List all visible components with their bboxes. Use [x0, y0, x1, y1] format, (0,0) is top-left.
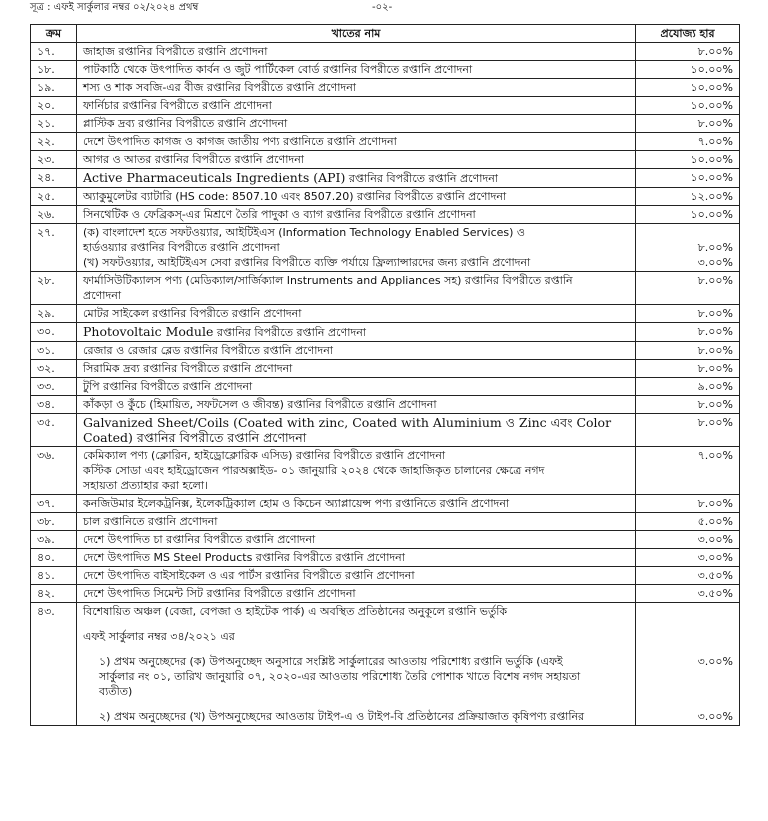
row-sector-name: কাঁকড়া ও কুঁচে (হিমায়িত, সফটসেল ও জীবন্ত) রপ্তানির বিপরীতে রপ্তানি প্রণোদনা	[77, 396, 636, 414]
row-serial: ২৩.	[31, 151, 77, 169]
table-row	[31, 531, 740, 549]
table-row	[31, 97, 740, 115]
row-serial: ৩৬.	[31, 447, 77, 495]
sector-name-bangla: রপ্তানির বিপরীতে রপ্তানি প্রণোদনা	[345, 172, 498, 185]
row-serial: ২৮.	[31, 272, 77, 305]
header-sector-name: খাতের নাম	[77, 25, 636, 43]
sector-line: সহায়তা প্রত্যাহার করা হলো।	[83, 479, 208, 492]
table-row	[31, 206, 740, 224]
table-row	[31, 43, 740, 61]
rate-1: ৩.০০%	[697, 655, 733, 668]
row-serial: ৪০.	[31, 549, 77, 567]
row-rate: ৮.০০%	[636, 305, 740, 323]
table-row	[31, 115, 740, 133]
row-serial: ৩৩.	[31, 378, 77, 396]
row-sector-name: দেশে উৎপাদিত সিমেন্ট সিট রপ্তানির বিপরীতে রপ্তানি প্রণোদনা	[77, 585, 636, 603]
sector-line: বিশেষায়িত অঞ্চল (বেজা, বেপজা ও হাইটেক পার্ক) এ অবস্থিত প্রতিষ্ঠানের অনুকূলে রপ্তানি ভর্তুকি	[83, 605, 508, 618]
sub-item-1: ১) প্রথম অনুচ্ছেদের (ক) উপঅনুচ্ছেদ অনুসারে সংশ্লিষ্ট সার্কুলারের আওতায় পরিশোধ্য রপ্তানি ভর্তুকি (এফই সার্কুলার নং ০১, তারিখ জানুয়ারি ০৭, ২০২০-এর আওতায় পরিশোধ্য তৈরি পোশাক খাতে বিশেষ নগদ সহায়তা ব্যতীত)	[99, 655, 581, 698]
sector-name-english: Photovoltaic Module	[83, 324, 214, 339]
table-row	[31, 447, 740, 495]
row-sector-name: কনজিউমার ইলেকট্রনিক্স, ইলেকট্রিক্যাল হোম ও কিচেন অ্যাপ্লায়েন্স পণ্য রপ্তানিতে রপ্তানি প্রণোদনা	[77, 495, 636, 513]
sector-name-bangla: রপ্তানির বিপরীতে রপ্তানি প্রণোদনা	[213, 326, 366, 339]
sector-line: (ক) বাংলাদেশ হতে সফটওয়্যার, আইটিইএস (Information Technology Enabled Services) ও	[83, 226, 526, 239]
row-rate: ১০.০০%	[636, 151, 740, 169]
sector-line: প্রণোদনা	[83, 289, 122, 302]
row-sector-name: মোটর সাইকেল রপ্তানির বিপরীতে রপ্তানি প্রণোদনা	[77, 305, 636, 323]
row-sector-name	[77, 447, 636, 495]
row-serial: ৩২.	[31, 360, 77, 378]
sector-line: হার্ডওয়্যার রপ্তানির বিপরীতে রপ্তানি প্রণোদনা	[83, 241, 280, 254]
sector-line: কস্টিক সোডা এবং হাইড্রোজেন পারঅক্সাইড- ০১ জানুয়ারি ২০২৪ থেকে জাহাজিকৃত চালানের ক্ষেত্রে নগদ	[83, 464, 545, 477]
row-serial: ১৭.	[31, 43, 77, 61]
row-sector-name: টুপি রপ্তানির বিপরীতে রপ্তানি প্রণোদনা	[77, 378, 636, 396]
row-rate: ১০.০০%	[636, 169, 740, 188]
table-row	[31, 585, 740, 603]
row-sector-name: পাটকাঠি থেকে উৎপাদিত কার্বন ও জুট পার্টিকেল বোর্ড রপ্তানির বিপরীতে রপ্তানি প্রণোদনা	[77, 61, 636, 79]
header-serial: ক্রম	[31, 25, 77, 43]
row-serial: ৩৯.	[31, 531, 77, 549]
row-sector-name: জাহাজ রপ্তানির বিপরীতে রপ্তানি প্রণোদনা	[77, 43, 636, 61]
row-sector-name: সিরামিক দ্রব্য রপ্তানির বিপরীতে রপ্তানি প্রণোদনা	[77, 360, 636, 378]
row-serial: ৪৩.	[31, 603, 77, 726]
table-row	[31, 513, 740, 531]
table-row	[31, 495, 740, 513]
row-rate: ৮.০০%	[636, 342, 740, 360]
row-sector-name: দেশে উৎপাদিত চা রপ্তানির বিপরীতে রপ্তানি প্রণোদনা	[77, 531, 636, 549]
row-serial: ২৭.	[31, 224, 77, 272]
row-serial: ২০.	[31, 97, 77, 115]
row-rate: ৮.০০%	[636, 272, 740, 305]
row-sector-name: চাল রপ্তানিতে রপ্তানি প্রণোদনা	[77, 513, 636, 531]
row-rate: ৩.০০%	[636, 549, 740, 567]
row-sector-name	[77, 224, 636, 272]
table-row	[31, 272, 740, 305]
sector-line: Coated) রপ্তানির বিপরীতে রপ্তানি প্রণোদনা	[83, 430, 307, 445]
row-sector-name	[77, 414, 636, 447]
row-rate: ১০.০০%	[636, 61, 740, 79]
table-row	[31, 567, 740, 585]
row-serial: ২২.	[31, 133, 77, 151]
table-row	[31, 323, 740, 342]
row-sector-name	[77, 323, 636, 342]
row-serial: ৪২.	[31, 585, 77, 603]
row-rate: ১০.০০%	[636, 97, 740, 115]
row-rate: ১২.০০%	[636, 188, 740, 206]
row-sector-name: দেশে উৎপাদিত কাগজ ও কাগজ জাতীয় পণ্য রপ্তানিতে রপ্তানি প্রণোদনা	[77, 133, 636, 151]
rate-b: ৩.০০%	[697, 256, 733, 269]
row-sector-name: দেশে উৎপাদিত বাইসাইকেল ও এর পার্টস রপ্তানির বিপরীতে রপ্তানি প্রণোদনা	[77, 567, 636, 585]
row-sector-name: রেজার ও রেজার ব্লেড রপ্তানির বিপরীতে রপ্তানি প্রণোদনা	[77, 342, 636, 360]
table-row	[31, 305, 740, 323]
sector-name-english: Active Pharmaceuticals Ingredients (API)	[83, 170, 346, 185]
table-row	[31, 360, 740, 378]
row-rate: ৭.০০%	[636, 133, 740, 151]
row-serial: ৩০.	[31, 323, 77, 342]
sector-line: এফই সার্কুলার নম্বর ৩৪/২০২১ এর	[83, 630, 235, 643]
row-serial: ১৮.	[31, 61, 77, 79]
row-rate: ৭.০০%	[636, 447, 740, 495]
rate-2: ৩.০০%	[697, 710, 733, 723]
row-serial: ২৪.	[31, 169, 77, 188]
row-rate: ৫.০০%	[636, 513, 740, 531]
row-sector-name: অ্যাকুমুলেটর ব্যাটারি (HS code: 8507.10 এবং 8507.20) রপ্তানির বিপরীতে রপ্তানি প্রণোদনা	[77, 188, 636, 206]
row-sector-name	[77, 169, 636, 188]
row-sector-name	[77, 272, 636, 305]
sector-line: কেমিক্যাল পণ্য (ক্লোরিন, হাইড্রোক্লোরিক এসিড) রপ্তানির বিপরীতে রপ্তানি প্রণোদনা	[83, 449, 446, 462]
row-serial: ১৯.	[31, 79, 77, 97]
row-serial: ৩৪.	[31, 396, 77, 414]
row-serial: ২৬.	[31, 206, 77, 224]
table-row	[31, 188, 740, 206]
row-sector-name: ফার্নিচার রপ্তানির বিপরীতে রপ্তানি প্রণোদনা	[77, 97, 636, 115]
sector-line: ফার্মাসিউটিক্যালস পণ্য (মেডিক্যাল/সার্জিক্যাল Instruments and Appliances সহ) রপ্তানির বিপরীতে রপ্তানি	[83, 274, 573, 287]
row-rate: ১০.০০%	[636, 206, 740, 224]
rate-a: ৮.০০%	[697, 241, 733, 254]
table-row	[31, 224, 740, 272]
table-row	[31, 378, 740, 396]
row-sector-name: শস্য ও শাক সবজি-এর বীজ রপ্তানির বিপরীতে রপ্তানি প্রণোদনা	[77, 79, 636, 97]
table-row	[31, 61, 740, 79]
row-serial: ৪১.	[31, 567, 77, 585]
table-row	[31, 549, 740, 567]
row-serial: ২৫.	[31, 188, 77, 206]
row-rate: ৩.০০%	[636, 531, 740, 549]
row-rate: ৮.০০%	[636, 495, 740, 513]
row-rate: ৮.০০%	[636, 115, 740, 133]
incentive-table	[30, 24, 740, 726]
table-row	[31, 79, 740, 97]
row-rate: ১০.০০%	[636, 79, 740, 97]
row-rate	[636, 603, 740, 726]
table-header-row	[31, 25, 740, 43]
row-rate	[636, 224, 740, 272]
circular-reference: সূত্র : এফই সার্কুলার নম্বর ০২/২০২৪ প্রথম্ব	[30, 2, 199, 13]
row-serial: ৩৭.	[31, 495, 77, 513]
sector-line: (খ) সফটওয়্যার, আইটিইএস সেবা রপ্তানির বিপরীতে ব্যক্তি পর্যায়ে ফ্রিল্যান্সারদের জন্য রপ্তানি প্রণোদনা	[83, 256, 531, 269]
row-rate: ৮.০০%	[636, 414, 740, 447]
row-sector-name: প্লাস্টিক দ্রব্য রপ্তানির বিপরীতে রপ্তানি প্রণোদনা	[77, 115, 636, 133]
row-sector-name: আগর ও আতর রপ্তানির বিপরীতে রপ্তানি প্রণোদনা	[77, 151, 636, 169]
table-row	[31, 414, 740, 447]
row-rate: ৩.৫০%	[636, 567, 740, 585]
row-rate: ৮.০০%	[636, 396, 740, 414]
row-rate: ৮.০০%	[636, 360, 740, 378]
header-rate: প্রযোজ্য হার	[636, 25, 740, 43]
table-row	[31, 169, 740, 188]
table-row	[31, 603, 740, 726]
row-serial: ২৯.	[31, 305, 77, 323]
row-serial: ৩৮.	[31, 513, 77, 531]
row-serial: ৩১.	[31, 342, 77, 360]
row-serial: ২১.	[31, 115, 77, 133]
table-row	[31, 342, 740, 360]
row-sector-name	[77, 603, 636, 726]
row-rate: ৮.০০%	[636, 43, 740, 61]
row-serial: ৩৫.	[31, 414, 77, 447]
row-rate: ৩.৫০%	[636, 585, 740, 603]
row-rate: ৮.০০%	[636, 323, 740, 342]
sector-line: Galvanized Sheet/Coils (Coated with zinc, Coated with Aluminium ও Zinc এবং Color	[83, 415, 612, 430]
row-rate: ৯.০০%	[636, 378, 740, 396]
sub-item-2: ২) প্রথম অনুচ্ছেদের (খ) উপঅনুচ্ছেদের আওতায় টাইপ-এ ও টাইপ-বি প্রতিষ্ঠানের প্রক্রিয়াজাত কৃষিপণ্য রপ্তানির	[99, 710, 585, 723]
table-row	[31, 396, 740, 414]
page-number: -০২-	[372, 2, 393, 13]
row-sector-name: দেশে উৎপাদিত MS Steel Products রপ্তানির বিপরীতে রপ্তানি প্রণোদনা	[77, 549, 636, 567]
row-sector-name: সিনথেটিক ও ফেব্রিকস্-এর মিশ্রণে তৈরি পাদুকা ও ব্যাগ রপ্তানির বিপরীতে রপ্তানি প্রণোদনা	[77, 206, 636, 224]
table-row	[31, 133, 740, 151]
table-row	[31, 151, 740, 169]
